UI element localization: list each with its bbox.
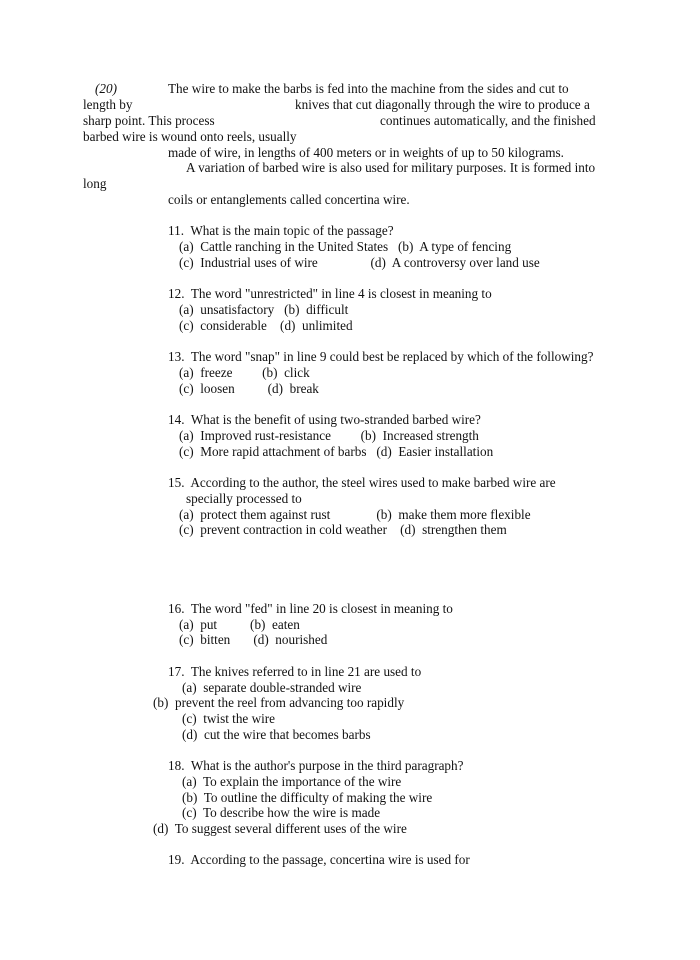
passage-line: continues automatically, and the finished (380, 113, 596, 128)
question-option: (a) Cattle ranching in the United States (b) A type of fencing (179, 239, 512, 254)
passage-line-number: (20) (95, 81, 117, 96)
passage-line: long (83, 176, 107, 191)
question-option: (a) unsatisfactory (b) difficult (179, 302, 349, 317)
question-option: (c) loosen (d) break (179, 381, 319, 396)
passage-line: coils or entanglements called concertina wire. (168, 192, 410, 207)
question-option: (a) separate double-stranded wire (182, 680, 362, 695)
question-option: (a) Improved rust-resistance (b) Increased strength (179, 428, 479, 443)
question-option: (b) To outline the difficulty of making the wire (182, 790, 433, 805)
question-option: (c) Industrial uses of wire (d) A controversy over land use (179, 255, 540, 270)
question-option: (a) put (b) eaten (179, 617, 300, 632)
question-option: (c) To describe how the wire is made (182, 805, 381, 820)
question-option: (c) bitten (d) nourished (179, 632, 328, 647)
question-stem: 16. The word "fed" in line 20 is closest in meaning to (168, 601, 453, 616)
passage-line: barbed wire is wound onto reels, usually (83, 129, 297, 144)
question-stem: 19. According to the passage, concertina wire is used for (168, 852, 470, 867)
question-stem: 17. The knives referred to in line 21 are used to (168, 664, 422, 679)
question-stem: 18. What is the author's purpose in the third paragraph? (168, 758, 464, 773)
question-option: (b) prevent the reel from advancing too rapidly (153, 695, 405, 710)
question-option: (c) More rapid attachment of barbs (d) Easier installation (179, 444, 494, 459)
passage-line: knives that cut diagonally through the wire to produce a (295, 97, 590, 112)
question-option: (a) freeze (b) click (179, 365, 310, 380)
question-option: (d) cut the wire that becomes barbs (182, 727, 371, 742)
question-option: (c) considerable (d) unlimited (179, 318, 353, 333)
passage-line: The wire to make the barbs is fed into the machine from the sides and cut to (168, 81, 569, 96)
question-option: (d) To suggest several different uses of the wire (153, 821, 407, 836)
question-stem: specially processed to (186, 491, 302, 506)
question-option: (a) To explain the importance of the wire (182, 774, 402, 789)
passage-line: length by (83, 97, 133, 112)
passage-line: made of wire, in lengths of 400 meters or in weights of up to 50 kilograms. (168, 145, 564, 160)
passage-line: sharp point. This process (83, 113, 215, 128)
question-option: (c) twist the wire (182, 711, 276, 726)
question-stem: 11. What is the main topic of the passage? (168, 223, 394, 238)
question-stem: 15. According to the author, the steel wires used to make barbed wire are (168, 475, 556, 490)
question-stem: 13. The word "snap" in line 9 could best be replaced by which of the following? (168, 349, 594, 364)
question-option: (a) protect them against rust (b) make them more flexible (179, 507, 531, 522)
question-stem: 12. The word "unrestricted" in line 4 is closest in meaning to (168, 286, 492, 301)
question-stem: 14. What is the benefit of using two-stranded barbed wire? (168, 412, 481, 427)
passage-line: A variation of barbed wire is also used for military purposes. It is formed into (186, 160, 596, 175)
question-option: (c) prevent contraction in cold weather (d) strengthen them (179, 522, 507, 537)
